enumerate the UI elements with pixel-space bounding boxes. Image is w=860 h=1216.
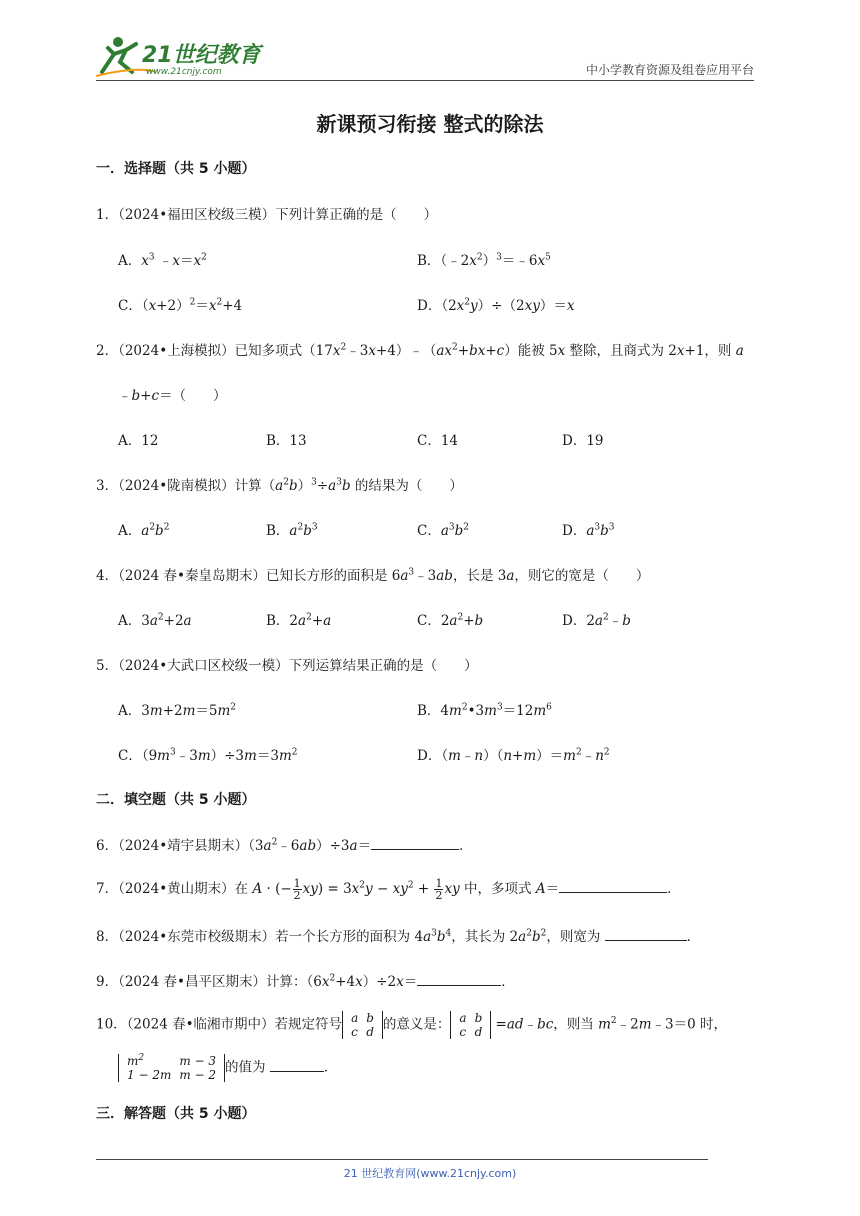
question-text: （2024•大武口区校级一模）下列运算结果正确的是（ ） [118, 658, 478, 674]
question-number: 2． [96, 343, 119, 359]
question-text: （2024•靖宇县期末） [118, 838, 249, 854]
option-3c: C．$a^3b^2$ [417, 522, 470, 539]
section-heading-solve: 三．解答题（共 5 小题） [96, 1106, 256, 1122]
question-text: （2024 春•秦皇岛期末）已知长方形的面积是 [118, 568, 388, 584]
option-2a: A．12 [118, 433, 159, 449]
question-number: 4． [96, 568, 119, 584]
question-3: 3．（2024•陇南模拟）计算$(a^2b)^3\div a^3b$ 的结果为（ ） [96, 477, 463, 494]
section-heading-choice: 一．选择题（共 5 小题） [96, 161, 256, 177]
option-2c: C．14 [417, 433, 459, 449]
answer-blank[interactable] [605, 926, 687, 941]
option-2b: B．13 [266, 433, 307, 449]
determinant-symbol: a b c d [450, 1011, 491, 1039]
footer-divider [96, 1159, 708, 1160]
option-4a: A．$3a^2+2a$ [118, 612, 192, 629]
option-3b: B．$a^2b^3$ [266, 522, 318, 539]
option-5c: C．$(9m^3﹣3m)\div 3m=3m^2$ [118, 747, 298, 764]
header-divider [96, 80, 754, 81]
option-1d: D．$(2x^2y)\div(2xy)=x$ [417, 297, 575, 314]
determinant-symbol: a b c d [342, 1011, 383, 1039]
page-title: 新课预习衔接 整式的除法 [316, 112, 544, 136]
answer-blank[interactable] [417, 971, 501, 986]
question-text: （2024•东莞市校级期末）若一个长方形的面积为 [118, 929, 411, 945]
fraction: $\frac{1}{2}$ [435, 877, 443, 902]
question-text: （2024 春•昌平区期末）计算： [118, 974, 307, 990]
question-number: 6． [96, 838, 119, 854]
site-logo [96, 32, 266, 80]
answer-blank[interactable] [371, 835, 459, 850]
section-heading-fill: 二．填空题（共 5 小题） [96, 792, 256, 808]
question-text: （2024•陇南模拟）计算 [118, 478, 262, 494]
option-5d: D．$(m﹣n)(n+m)=m^2﹣n^2$ [417, 747, 610, 764]
question-number: 3． [96, 478, 119, 494]
option-4d: D．$2a^2﹣b$ [562, 612, 631, 629]
question-5 [96, 654, 478, 674]
question-2: 2．（2024•上海模拟）已知多项式$(17x^2﹣3x+4)﹣(ax^2+bx+c)$能被 5x 整除，且商式为 2x+1，则 a [96, 342, 744, 359]
question-number: 5． [96, 658, 119, 674]
option-1a: A．$x^3$ $﹣x=x^2$ [118, 252, 207, 269]
platform-name: 中小学教育资源及组卷应用平台 [585, 63, 754, 77]
option-1c: C．$(x+2)^2=x^2+4$ [118, 297, 243, 314]
question-9: 9．（2024 春•昌平区期末）计算：$(6x^2+4x)\div 2x=$ ． [96, 970, 515, 990]
question-number: 7． [96, 881, 119, 897]
option-4b: B．$2a^2+a$ [266, 612, 332, 629]
question-6: 6．（2024•靖宇县期末）$(3a^2﹣6ab)\div 3a=$ ． [96, 834, 473, 854]
question-number: 10． [96, 1016, 127, 1033]
option-2d: D．19 [562, 433, 604, 449]
answer-blank[interactable] [559, 878, 667, 893]
question-1 [96, 203, 437, 223]
option-3d: D．$a^3b^3$ [562, 522, 615, 539]
footer-link[interactable]: 21 世纪教育网(www.21cnjy.com) [343, 1167, 517, 1180]
question-10-continued: $m^2$ m − 3 1 − 2m m − 2 的值为 ． [118, 1054, 337, 1082]
fraction: $\frac{1}{2}$ [293, 877, 301, 902]
option-4c: C．$2a^2+b$ [417, 612, 484, 629]
logo-url: www.21cnjy.com [146, 67, 222, 77]
question-10: 10．（2024 春•临湘市期中）若规定符号 a b c d 的意义是： a b c d =ad﹣bc，则当 $m^2﹣2m﹣3=0$ 时， [96, 1011, 727, 1039]
option-5a: A．$3m+2m=5m^2$ [118, 702, 237, 719]
option-3a: A．$a^2b^2$ [118, 522, 170, 539]
question-2-continued: ﹣b+c＝（ ） [118, 388, 227, 404]
determinant-matrix: $m^2$ m − 3 1 − 2m m − 2 [118, 1054, 225, 1082]
question-text: （2024•上海模拟）已知多项式 [118, 343, 303, 359]
question-text: （2024•黄山期末）在 [118, 881, 249, 897]
question-number: 8． [96, 929, 119, 945]
question-number: 1． [96, 207, 119, 223]
option-1b: B．$(﹣2x^2)^3=﹣6x^5$ [417, 252, 551, 269]
answer-blank[interactable] [270, 1057, 324, 1072]
question-4: 4．（2024 春•秦皇岛期末）已知长方形的面积是 $6a^3﹣3ab$，长是 3a，则它的宽是（ ） [96, 567, 650, 584]
question-text: （2024 春•临湘市期中）若规定符号 [126, 1016, 343, 1033]
question-7: 7．（2024•黄山期末）在 A · (− $\frac{1}{2}$ $xy) = 3x^2y - xy^2$ + $\frac{1}{2}$ xy 中，多项式 A＝ ． [96, 877, 681, 902]
option-5b: B．$4m^2•3m^3=12m^6$ [417, 702, 552, 719]
question-number: 9． [96, 974, 119, 990]
question-8: 8．（2024•东莞市校级期末）若一个长方形的面积为 $4a^3b^4$，其长为 $2a^2b^2$，则宽为 ． [96, 925, 700, 945]
logo-text: 21世纪教育 [142, 43, 261, 68]
question-text: （2024•福田区校级三模）下列计算正确的是（ ） [118, 207, 438, 223]
